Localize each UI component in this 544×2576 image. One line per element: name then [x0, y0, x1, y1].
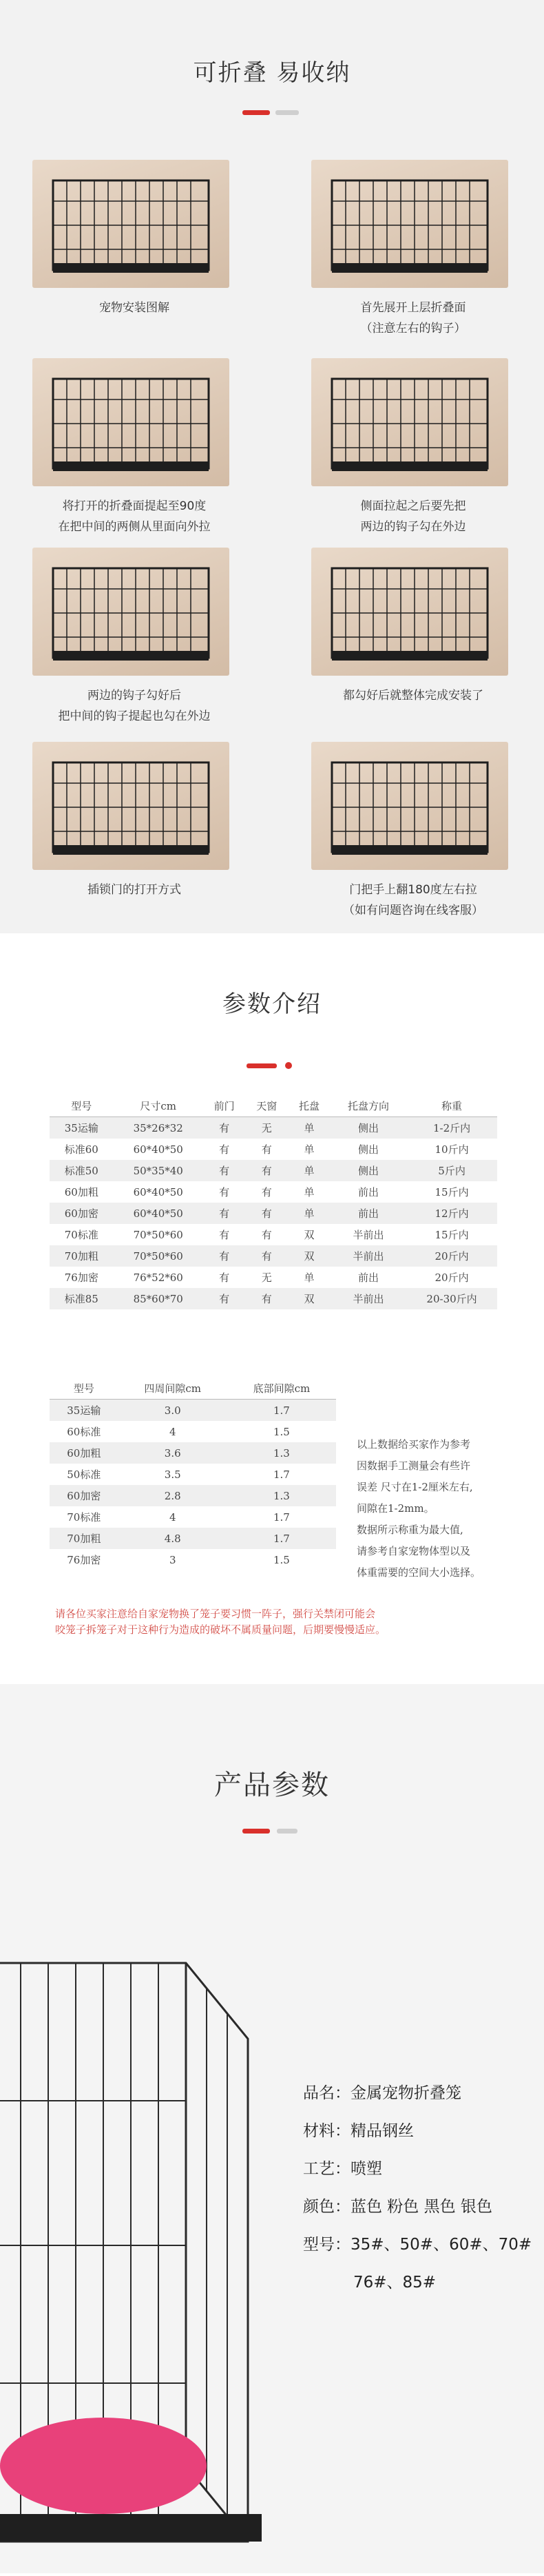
table-row	[50, 1506, 336, 1528]
table-cell: 前出	[357, 1271, 379, 1284]
table-row	[50, 1160, 497, 1181]
table-cell: 标准85	[50, 1288, 114, 1309]
table-cell: 76*52*60	[133, 1271, 183, 1284]
table-row	[50, 1549, 336, 1570]
table-cell: 有	[245, 1245, 288, 1267]
table-row	[50, 1464, 336, 1485]
product-attribute: 型号：35#、50#、60#、70#	[303, 2236, 532, 2254]
step-caption-3	[21, 496, 248, 537]
table-cell: 有	[261, 1186, 272, 1198]
warning-note	[55, 1606, 496, 1638]
table-cell: 1.3	[227, 1442, 336, 1464]
table-cell: 4	[169, 1510, 176, 1524]
table-cell: 3.0	[118, 1400, 227, 1422]
table-cell: 35*26*32	[114, 1117, 203, 1139]
cage-sketch-icon	[311, 358, 508, 486]
cage-sketch-icon	[32, 160, 229, 288]
table-cell: 3	[169, 1553, 176, 1566]
text-line: 以上数据给买家作为参考	[357, 1438, 471, 1451]
table-row	[50, 1442, 336, 1464]
caption-line: 将打开的折叠面提起至90度	[62, 499, 207, 513]
caption-line: 插锁门的打开方式	[87, 883, 181, 897]
table-cell: 60*40*50	[133, 1185, 183, 1198]
product-attribute: 品名：金属宠物折叠笼	[303, 2084, 461, 2102]
table-cell: 双	[288, 1245, 331, 1267]
cage-sketch-icon	[32, 358, 229, 486]
text-line: 体重需要的空间大小选择。	[357, 1566, 481, 1579]
table-row	[50, 1181, 497, 1203]
cage-illustration	[0, 1860, 289, 2573]
table-header-cell: 型号	[50, 1095, 114, 1117]
table-cell: 半前出	[331, 1288, 406, 1309]
table-cell: 1.5	[273, 1553, 290, 1566]
table-row	[50, 1117, 497, 1139]
table-cell: 35运输	[50, 1400, 118, 1422]
table-cell: 单	[288, 1203, 331, 1224]
table-cell: 有	[219, 1143, 230, 1156]
table-cell: 70加粗	[50, 1245, 114, 1267]
table-row	[50, 1139, 497, 1160]
gap-table	[50, 1378, 336, 1570]
step-caption-4	[300, 496, 527, 537]
table-cell: 3.6	[118, 1442, 227, 1464]
table-cell: 5斤内	[406, 1160, 497, 1181]
table-cell: 20斤内	[435, 1271, 469, 1284]
step-photo-8	[311, 742, 508, 870]
product-attribute: 工艺：喷塑	[303, 2160, 382, 2178]
caption-line: 宠物安装图解	[99, 301, 169, 315]
table-row	[50, 1245, 497, 1267]
text-line: 误差 尺寸在1-2厘米左右,	[357, 1481, 473, 1493]
title-accent-bar-gray	[275, 110, 299, 115]
product-photo	[0, 1860, 289, 2573]
table-cell: 2.8	[118, 1485, 227, 1506]
table-row	[50, 1288, 497, 1309]
table-cell: 1-2斤内	[406, 1117, 497, 1139]
step-caption-8	[300, 880, 527, 921]
table-cell: 侧出	[331, 1160, 406, 1181]
table-cell: 前出	[357, 1186, 379, 1198]
table-cell: 标准60	[64, 1143, 98, 1156]
table-header-cell: 底部间隙cm	[227, 1378, 336, 1400]
step-caption-5	[21, 685, 248, 727]
product-attribute: 76#、85#	[353, 2274, 437, 2292]
step-photo-5	[32, 548, 229, 676]
step-caption-7	[21, 880, 248, 900]
table-cell: 70*50*60	[114, 1245, 203, 1267]
caption-line: 门把手上翻180度左右拉	[349, 883, 477, 897]
cage-sketch-icon	[32, 548, 229, 676]
table-cell: 60*40*50	[133, 1143, 183, 1156]
step-caption-1	[21, 298, 248, 318]
table-cell: 有	[261, 1229, 272, 1241]
table-cell: 50标准	[67, 1468, 101, 1481]
table-cell: 单	[288, 1117, 331, 1139]
table-cell: 60标准	[67, 1426, 101, 1438]
step-photo-7	[32, 742, 229, 870]
product-attribute: 颜色：蓝色 粉色 黑色 银色	[303, 2198, 492, 2216]
table-row	[50, 1421, 336, 1442]
table-cell: 1.7	[273, 1468, 290, 1481]
title-accent-bar-gray	[277, 1829, 297, 1834]
table-cell: 60加密	[50, 1485, 118, 1506]
table-cell: 单	[304, 1186, 315, 1198]
table-cell: 70*50*60	[133, 1228, 183, 1241]
table-cell: 4	[169, 1425, 176, 1438]
table-cell: 有	[203, 1245, 246, 1267]
table-cell: 有	[203, 1160, 246, 1181]
table-cell: 有	[203, 1288, 246, 1309]
title-accent-dot	[285, 1062, 292, 1069]
table-cell: 76加密	[64, 1271, 98, 1284]
table-cell: 无	[261, 1271, 272, 1284]
table-cell: 60加粗	[50, 1442, 118, 1464]
table-header-cell: 称重	[406, 1095, 497, 1117]
table-cell: 1.7	[227, 1400, 336, 1422]
table-cell: 双	[304, 1229, 315, 1241]
caption-line: 两边的钩子勾在外边	[360, 520, 466, 534]
table-cell: 85*60*70	[114, 1288, 203, 1309]
table-row	[50, 1528, 336, 1549]
text-line: 请各位买家注意给自家宠物换了笼子要习惯一阵子，强行关禁闭可能会	[55, 1608, 376, 1620]
cage-sketch-icon	[32, 742, 229, 870]
step-photo-3	[32, 358, 229, 486]
table-cell: 有	[219, 1186, 230, 1198]
caption-line: 侧面拉起之后要先把	[360, 499, 466, 513]
product-attributes	[303, 2075, 541, 2302]
section-product-title: 产品参数	[214, 1769, 330, 1801]
cage-sketch-icon	[311, 160, 508, 288]
table-cell: 15斤内	[435, 1229, 469, 1241]
table-cell: 无	[245, 1117, 288, 1139]
table-cell: 4.8	[118, 1528, 227, 1549]
table-cell: 70加粗	[50, 1528, 118, 1549]
text-line: 数据所示称重为最大值,	[357, 1524, 463, 1536]
table-cell: 侧出	[357, 1143, 379, 1156]
table-cell: 有	[203, 1117, 246, 1139]
table-cell: 有	[245, 1288, 288, 1309]
step-caption-2	[300, 298, 527, 339]
table-cell: 20-30斤内	[406, 1288, 497, 1309]
table-cell: 10斤内	[435, 1143, 469, 1156]
table-row	[50, 1267, 497, 1288]
title-accent-bar	[242, 1829, 270, 1834]
table-cell: 50*35*40	[114, 1160, 203, 1181]
caption-line: 把中间的钩子提起也勾在外边	[58, 709, 211, 723]
table-cell: 35运输	[50, 1117, 114, 1139]
section-foldable	[0, 0, 544, 933]
section-foldable-title: 可折叠 易收纳	[193, 59, 351, 87]
table-cell: 单	[288, 1160, 331, 1181]
table-cell: 1.3	[227, 1485, 336, 1506]
table-cell: 有	[245, 1160, 288, 1181]
caption-line: （注意左右的钩子）	[360, 322, 466, 335]
table-cell: 有	[219, 1271, 230, 1284]
table-cell: 双	[288, 1288, 331, 1309]
spec-table	[50, 1095, 497, 1309]
table-cell: 70标准	[64, 1229, 98, 1241]
table-header-cell: 型号	[50, 1378, 118, 1400]
table-cell: 20斤内	[406, 1245, 497, 1267]
step-photo-4	[311, 358, 508, 486]
measurement-note	[357, 1434, 537, 1583]
table-row	[50, 1203, 497, 1224]
table-cell: 有	[219, 1229, 230, 1241]
section-specs-title: 参数介绍	[222, 990, 322, 1018]
caption-line: 都勾好后就整体完成安装了	[343, 689, 483, 703]
table-cell: 1.5	[273, 1425, 290, 1438]
table-cell: 前出	[331, 1203, 406, 1224]
table-row	[50, 1224, 497, 1245]
table-cell: 1.7	[227, 1528, 336, 1549]
step-photo-2	[311, 160, 508, 288]
caption-line: 两边的钩子勾好后	[87, 689, 181, 703]
table-cell: 1.7	[273, 1510, 290, 1524]
cage-sketch-icon	[311, 548, 508, 676]
table-header-cell: 尺寸cm	[114, 1095, 203, 1117]
table-cell: 3.5	[164, 1468, 181, 1481]
table-header-cell: 前门	[203, 1095, 246, 1117]
table-cell: 12斤内	[406, 1203, 497, 1224]
caption-line: 首先展开上层折叠面	[360, 301, 466, 315]
text-line: 请参考自家宠物体型以及	[357, 1545, 471, 1557]
table-cell: 76加密	[67, 1554, 101, 1566]
table-cell: 半前出	[353, 1229, 384, 1241]
table-cell: 有	[261, 1143, 272, 1156]
text-line: 间隙在1-2mm。	[357, 1502, 435, 1515]
table-header-cell: 托盘	[288, 1095, 331, 1117]
table-cell: 单	[304, 1271, 315, 1284]
title-accent-bar	[247, 1063, 277, 1068]
table-cell: 70标准	[67, 1511, 101, 1524]
table-cell: 有	[203, 1203, 246, 1224]
cage-sketch-icon	[311, 742, 508, 870]
table-cell: 单	[304, 1143, 315, 1156]
step-photo-1	[32, 160, 229, 288]
table-header-cell: 四周间隙cm	[118, 1378, 227, 1400]
table-header-cell: 托盘方向	[331, 1095, 406, 1117]
table-cell: 有	[245, 1203, 288, 1224]
step-photo-6	[311, 548, 508, 676]
table-cell: 半前出	[331, 1245, 406, 1267]
table-header-cell: 天窗	[245, 1095, 288, 1117]
table-cell: 15斤内	[435, 1186, 469, 1198]
caption-line: 在把中间的两侧从里面向外拉	[58, 520, 211, 534]
table-cell: 60加密	[50, 1203, 114, 1224]
table-row	[50, 1400, 336, 1422]
table-row	[50, 1485, 336, 1506]
text-line: 因数据手工测量会有些许	[357, 1460, 471, 1472]
title-accent-bar	[242, 110, 270, 115]
step-caption-6	[300, 685, 527, 706]
table-cell: 60*40*50	[114, 1203, 203, 1224]
caption-line: （如有问题咨询在线客服）	[343, 904, 483, 917]
table-cell: 60加粗	[64, 1186, 98, 1198]
product-attribute: 材料：精品钢丝	[303, 2122, 414, 2140]
table-cell: 侧出	[331, 1117, 406, 1139]
text-line: 咬笼子拆笼子对于这种行为造成的破坏不属质量问题，后期要慢慢适应。	[55, 1623, 386, 1636]
table-cell: 标准50	[50, 1160, 114, 1181]
